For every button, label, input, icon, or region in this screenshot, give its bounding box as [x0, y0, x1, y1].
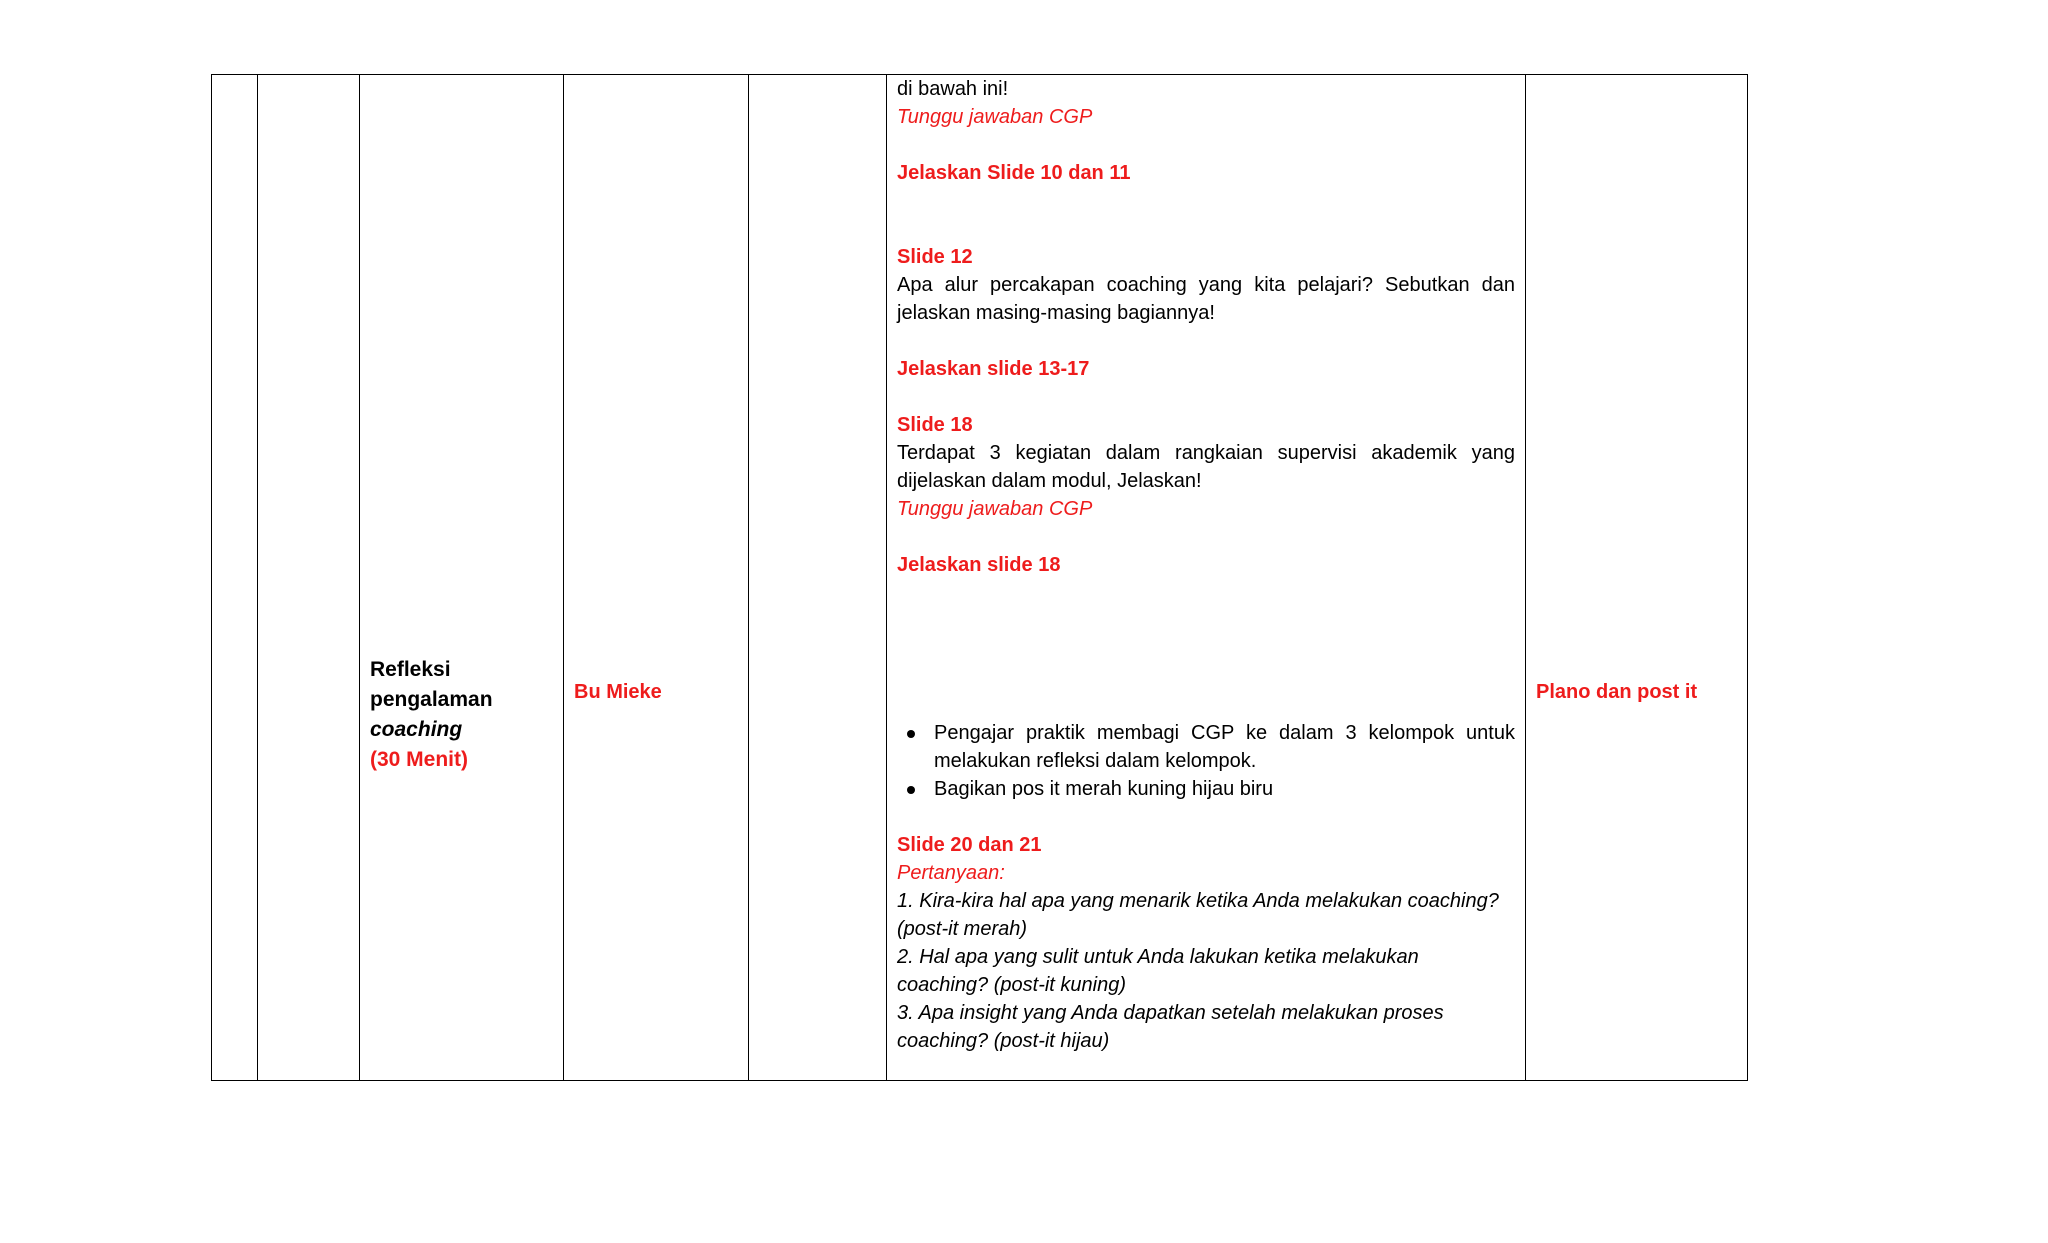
activity-title-line2: pengalaman — [370, 688, 493, 711]
content-paragraph: Terdapat 3 kegiatan dalam rangkaian supervisi akademik yang dijelaskan dalam modul, Jelaskan! — [897, 442, 1515, 492]
activity-title-line3: coaching — [370, 718, 463, 741]
question-item: 3. Apa insight yang Anda dapatkan setelah melakukan proses coaching? (post-it hijau) — [897, 1002, 1444, 1052]
content-line: Slide 12 — [897, 246, 973, 268]
cell-session — [258, 75, 360, 1081]
bullet-icon — [907, 786, 915, 794]
pic-name: Bu Mieke — [574, 681, 662, 703]
content-line: Jelaskan Slide 10 dan 11 — [897, 162, 1131, 184]
cell-content — [887, 75, 1526, 1081]
activity-block — [370, 655, 493, 775]
media-text: Plano dan post it — [1536, 681, 1698, 703]
question-item: 1. Kira-kira hal apa yang menarik ketika Anda melakukan coaching? (post-it merah) — [897, 890, 1499, 940]
bullet-text: Bagikan pos it merah kuning hijau biru — [934, 778, 1274, 800]
activity-duration: (30 Menit) — [370, 748, 469, 771]
content-line: Jelaskan slide 18 — [897, 554, 1061, 576]
activity-table — [211, 74, 1748, 1081]
question-item: 2. Hal apa yang sulit untuk Anda lakukan ketika melakukan coaching? (post-it kuning) — [897, 946, 1419, 996]
bullet-icon — [907, 730, 915, 738]
cell-activity — [360, 75, 564, 1081]
cell-number — [212, 75, 258, 1081]
bullet-text: Pengajar praktik membagi CGP ke dalam 3 kelompok untuk melakukan refleksi dalam kelompok. — [934, 722, 1515, 772]
content-line: Tunggu jawaban CGP — [897, 106, 1093, 128]
content-line: Jelaskan slide 13-17 — [897, 358, 1090, 380]
content-line: Pertanyaan: — [897, 862, 1005, 884]
list-item — [897, 775, 1515, 803]
bullet-list — [897, 719, 1515, 803]
cell-media — [1526, 75, 1748, 1081]
content-line: Tunggu jawaban CGP — [897, 498, 1093, 520]
cell-empty — [749, 75, 887, 1081]
content-line: Slide 20 dan 21 — [897, 834, 1042, 856]
table-row — [212, 75, 1748, 1081]
content-line: Slide 18 — [897, 414, 973, 436]
list-item — [897, 719, 1515, 775]
content-paragraph: Apa alur percakapan coaching yang kita pelajari? Sebutkan dan jelaskan masing-masing bagiannya! — [897, 274, 1515, 324]
content-line: di bawah ini! — [897, 78, 1009, 100]
activity-title-line1: Refleksi — [370, 658, 451, 681]
cell-pic — [564, 75, 749, 1081]
